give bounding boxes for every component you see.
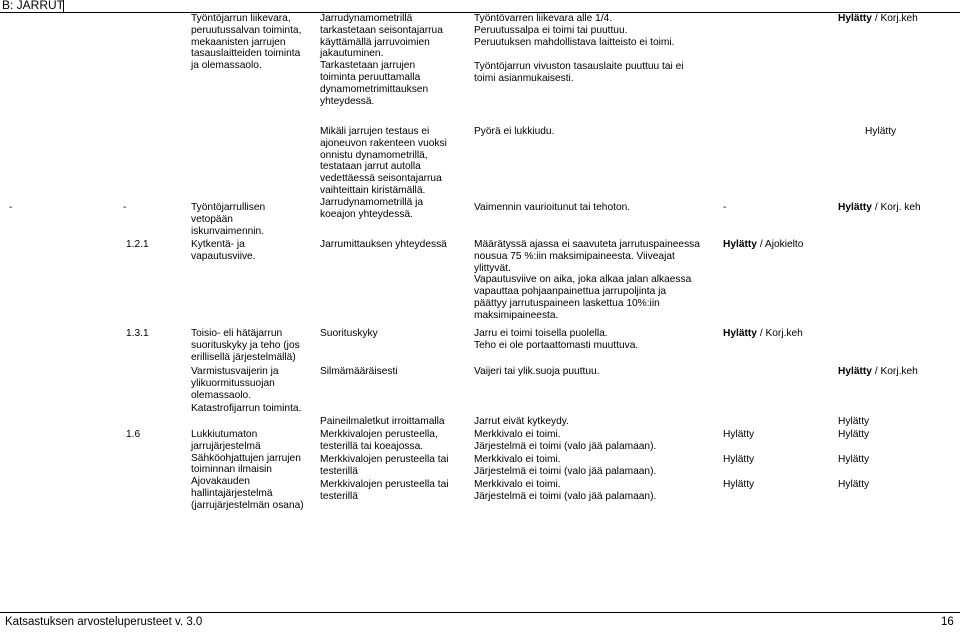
r2-description: Työntöjarrullisen vetopään iskunvaimennin. [191,202,266,237]
r3-method: Jarrumittauksen yhteydessä [320,239,447,250]
r7-fault-2: Järjestelmä ei toimi (valo jää palamaan). [474,441,657,452]
r7-fault-1: Merkkivalo ei toimi. [474,429,561,440]
r2-grade-b-bold: Hylätty [838,202,872,213]
r2-grade-a: Hylätty [865,126,897,137]
r1-method: Jarrudynamometrillä tarkastetaan seisontajarrua käyttämällä jarruvoimien jakautuminen. Tarkastetaan jarrujen toiminta peruuttamalla dynamometrimittauksen yhteydessä. [320,13,443,107]
r7-grade-2b: Hylätty [838,454,870,465]
r1-fault-2: Työntöjarrun vivuston tasauslaite puuttuu tai ei toimi asianmukaisesti. [474,61,684,84]
r7-fault-6: Järjestelmä ei toimi (valo jää palamaan). [474,491,657,502]
r7-fault-3: Merkkivalo ei toimi. [474,454,561,465]
r3-grade [723,239,803,251]
r4-grade [723,328,803,340]
r4-fault: Jarru ei toimi toisella puolella. Teho ei ole portaattomasti muuttuva. [474,328,639,351]
r3-grade-bold: Hylätty [723,239,757,250]
r2-dash-1: - [9,202,13,213]
r7-method-1: Merkkivalojen perusteella, testerillä tai koeajossa. [320,429,438,452]
section-title: B: JARRUT [2,0,65,12]
page-number: 16 [941,616,954,628]
r7-grade-2a: Hylätty [723,454,755,465]
r4-method: Suorituskyky [320,328,378,339]
r7-description: Lukkiutumaton jarrujärjestelmä Sähköohjattujen jarrujen toiminnan ilmaisin Ajovakauden hallintajärjestelmä (jarrujärjestelmän osana) [191,429,304,511]
r1-grade [838,13,918,25]
r1-grade-bold: Hylätty [838,13,872,24]
r1-grade-rest: / Korj.keh [871,13,918,24]
r6-fault: Jarrut eivät kytkeydy. [474,416,569,427]
r7-grade-1a: Hylätty [723,429,755,440]
r2-dash-2: - [123,202,127,213]
r3-grade-rest: / Ajokielto [756,239,804,250]
r4-grade-bold: Hylätty [723,328,757,339]
r2-dash-3: - [723,202,727,213]
r2-method: Mikäli jarrujen testaus ei ajoneuvon rakenteen vuoksi onnistu dynamometrillä, testataan jarrut autolla vedettäessä seisontajarrua vaihteittain kiristämällä. Jarrudynamometrillä ja koeajon yhteydessä. [320,126,447,220]
r6-method: Paineilmaletkut irroittamalla [320,416,445,427]
r7-number: 1.6 [126,429,141,440]
r5-description: Varmistusvaijerin ja ylikuormitussuojan olemassaolo. [191,366,279,401]
r4-grade-rest: / Korj.keh [756,328,803,339]
footer-rule [0,612,960,613]
r5-fault: Vaijeri tai ylik.suoja puuttuu. [474,366,600,377]
r2-fault-b: Vaimennin vaurioitunut tai tehoton. [474,202,631,213]
r6-grade: Hylätty [838,416,870,427]
r3-description: Kytkentä- ja vapautusviive. [191,239,256,262]
r2-fault-a: Pyörä ei lukkiudu. [474,126,555,137]
r3-fault: Määrätyssä ajassa ei saavuteta jarrutuspaineessa nousua 75 %:iin maksimipaineesta. Viiveajat ylittyvät. Vapautusviive on aika, joka alkaa jalan alkaessa vapauttaa pohjaanpainettua jarrupoljinta ja päättyy jarrutuspaineen laskettua 10%:iin maksimipaineesta. [474,239,700,321]
r7-grade-1b: Hylätty [838,429,870,440]
r3-number: 1.2.1 [126,239,149,250]
r4-number: 1.3.1 [126,328,149,339]
r2-grade-b [838,202,921,214]
r4-description: Toisio- eli hätäjarrun suorituskyky ja teho (jos erillisellä järjestelmällä) [191,328,300,363]
r6-description: Katastrofijarrun toiminta. [191,403,302,414]
footer-title: Katsastuksen arvosteluperusteet v. 3.0 [5,616,203,628]
r5-grade-bold: Hylätty [838,366,872,377]
r7-fault-4: Järjestelmä ei toimi (valo jää palamaan). [474,466,657,477]
r5-grade-rest: / Korj.keh [871,366,918,377]
r2-grade-b-rest: / Korj. keh [871,202,921,213]
r7-fault-5: Merkkivalo ei toimi. [474,479,561,490]
r5-grade [838,366,918,378]
r7-grade-3b: Hylätty [838,479,870,490]
r1-description: Työntöjarrun liikevara, peruutussalvan toiminta, mekaanisten jarrujen tasauslaitteiden toiminta ja olemassaolo. [191,13,302,72]
r5-method: Silmämääräisesti [320,366,398,377]
r7-grade-3a: Hylätty [723,479,755,490]
r7-method-2: Merkkivalojen perusteella tai testerillä [320,454,449,477]
r7-method-3: Merkkivalojen perusteella tai testerillä [320,479,449,502]
r1-fault: Työntövarren liikevara alle 1/4. Peruutussalpa ei toimi tai puuttuu. Peruutuksen mahdollistava laitteisto ei toimi. [474,13,675,48]
